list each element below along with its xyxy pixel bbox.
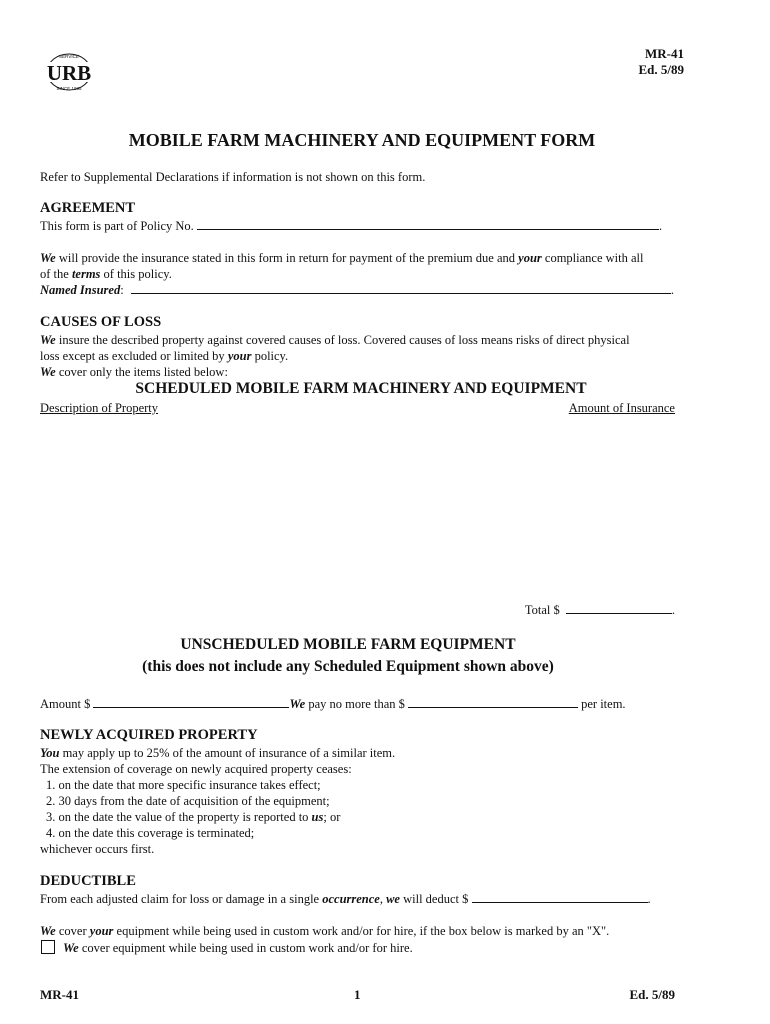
deductible-text-2: will deduct $ [399, 892, 469, 906]
page-title: MOBILE FARM MACHINERY AND EQUIPMENT FORM [128, 130, 596, 150]
column-amount: Amount of Insurance [568, 401, 675, 415]
us-term: us [311, 810, 324, 824]
column-description: Description of Property [40, 401, 159, 415]
scheduled-total-line: Total $ . [524, 603, 675, 617]
scheduled-heading: SCHEDULED MOBILE FARM MACHINERY AND EQUIPMENT [135, 380, 587, 397]
your-term: your [518, 251, 542, 265]
named-insured-label: Named Insured [40, 283, 121, 297]
causes-text-1: insure the described property against covered causes of loss. Covered causes of loss means risks of direct physical [55, 333, 630, 347]
newly-text-last: whichever occurs first. [40, 842, 155, 856]
unscheduled-heading [0, 634, 696, 678]
scheduled-items-area[interactable] [40, 420, 676, 595]
deductible-line: From each adjusted claim for loss or damage in a single occurrence, we will deduct $ . [40, 892, 651, 906]
amount-label: Amount $ [40, 697, 91, 711]
header-form-info [638, 46, 684, 78]
we-term: We [40, 251, 56, 265]
newly-item-4: 4. on the date this coverage is terminated; [46, 826, 255, 840]
named-insured-field[interactable] [131, 282, 671, 294]
newly-text-1: may apply up to 25% of the amount of insurance of a similar item. [59, 746, 396, 760]
newly-paragraph [40, 745, 700, 857]
named-insured-line: Named Insured: . [40, 283, 674, 297]
logo-main: URB [46, 61, 92, 85]
policy-no-field[interactable] [197, 218, 659, 230]
footer-page-number: 1 [354, 987, 361, 1002]
policy-no-line: This form is part of Policy No. . [40, 219, 663, 233]
we-term: we [386, 892, 400, 906]
newly-item-1: 1. on the date that more specific insurance takes effect; [46, 778, 321, 792]
unscheduled-amount-line [40, 696, 700, 712]
intro-text: Refer to Supplemental Declarations if information is not shown on this form. [40, 170, 426, 184]
footer-form-no: MR-41 [40, 987, 79, 1002]
deductible-comma: , [379, 892, 387, 906]
we-term: We [40, 333, 56, 347]
newly-item-2: 2. 30 days from the date of acquisition of the equipment; [46, 794, 330, 808]
custom-text-2: equipment while being used in custom work and/or for hire, if the box below is marked by an "X". [113, 924, 610, 938]
we-term: We [63, 941, 79, 955]
causes-heading: CAUSES OF LOSS [40, 314, 162, 330]
logo-bottom: SINCE 1935 [56, 86, 82, 91]
header-form-no: MR-41 [645, 46, 684, 61]
agreement-text-4: of this policy. [100, 267, 172, 281]
policy-no-label: This form is part of Policy No. [40, 219, 194, 233]
agreement-text-1: will provide the insurance stated in this form in return for payment of the premium due and [55, 251, 519, 265]
custom-work-option [41, 940, 701, 956]
unscheduled-heading-2: (this does not include any Scheduled Equipment shown above) [142, 658, 554, 675]
logo-top: SERVICE [59, 54, 79, 59]
we-term: We [40, 365, 56, 379]
custom-work-line [40, 923, 720, 939]
newly-heading: NEWLY ACQUIRED PROPERTY [40, 727, 258, 743]
occurrence-term: occurrence [322, 892, 380, 906]
pay-text: pay no more than $ [305, 697, 405, 711]
newly-text-2: The extension of coverage on newly acquired property ceases: [40, 762, 352, 776]
unscheduled-amount-field[interactable] [93, 696, 289, 708]
causes-text-4: cover only the items listed below: [55, 365, 228, 379]
deductible-heading: DEDUCTIBLE [40, 873, 136, 889]
you-term: You [40, 746, 60, 760]
agreement-text-2: compliance with all [541, 251, 644, 265]
agreement-text-3: of the [40, 267, 72, 281]
your-term: your [227, 349, 252, 363]
per-item-limit-field[interactable] [408, 696, 578, 708]
custom-text-3: cover equipment while being used in custom work and/or for hire. [78, 941, 413, 955]
total-field[interactable] [566, 602, 672, 614]
per-item-text: per item. [578, 697, 626, 711]
agreement-paragraph [40, 250, 700, 282]
causes-text-3: policy. [251, 349, 289, 363]
unscheduled-heading-1: UNSCHEDULED MOBILE FARM EQUIPMENT [180, 636, 516, 653]
agreement-heading: AGREEMENT [40, 200, 136, 216]
your-term: your [89, 924, 114, 938]
newly-item-3: 3. on the date the value of the property is reported to [46, 810, 312, 824]
custom-work-checkbox[interactable] [41, 940, 55, 954]
newly-item-3-end: ; or [323, 810, 341, 824]
custom-text-1: cover [55, 924, 90, 938]
causes-text-2: loss except as excluded or limited by [40, 349, 228, 363]
we-term: We [289, 697, 306, 711]
footer-edition: Ed. 5/89 [629, 987, 675, 1002]
total-label: Total $ [524, 603, 560, 617]
urb-logo [40, 48, 98, 96]
causes-paragraph [40, 332, 700, 380]
deductible-text-1: From each adjusted claim for loss or damage in a single [40, 892, 323, 906]
terms-term: terms [71, 267, 101, 281]
header-edition: Ed. 5/89 [638, 62, 684, 77]
we-term: We [40, 924, 56, 938]
deductible-field[interactable] [472, 891, 648, 903]
